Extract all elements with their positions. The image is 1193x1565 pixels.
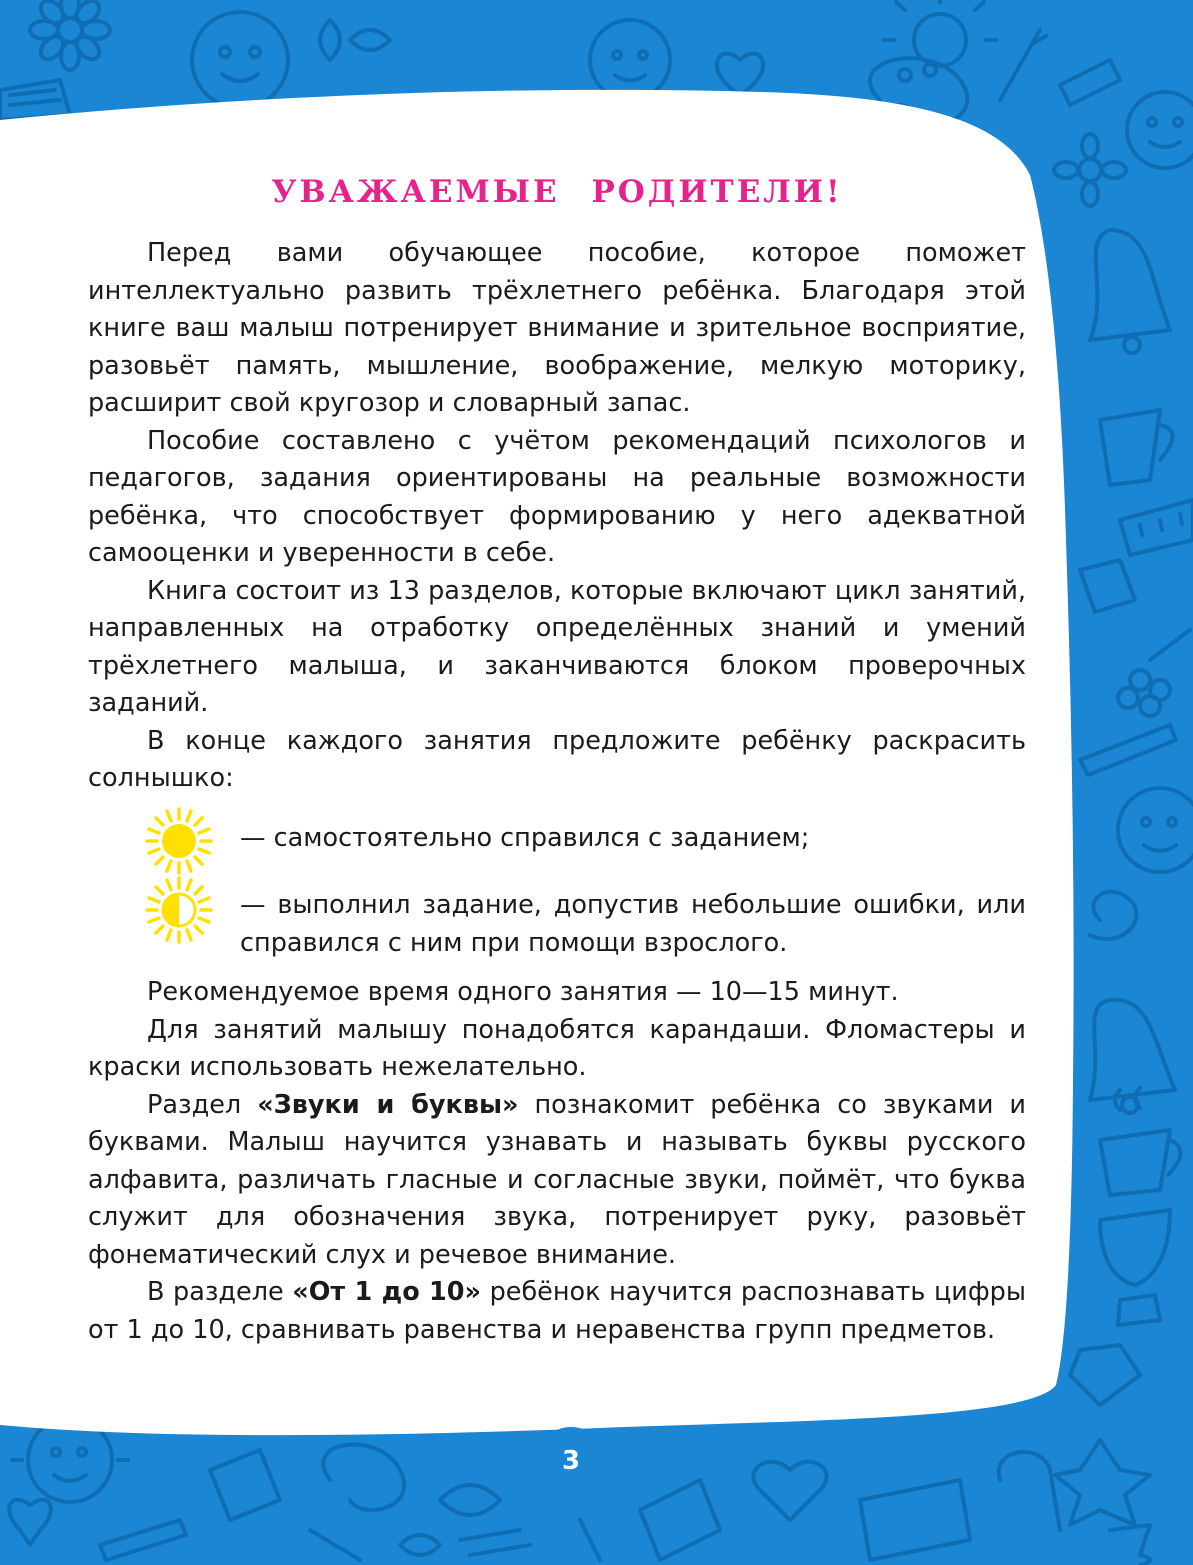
section-name-sounds-letters: «Звуки и буквы» xyxy=(257,1089,519,1120)
paragraph-sounds-letters-start: Раздел xyxy=(147,1089,258,1120)
paragraph-methodology: Пособие составлено с учётом рекомендаций психологов и педагогов, задания ориентированы на реальные возможности ребёнка, что способствует формированию у него адекватной самооценки и уверенности в себе. xyxy=(88,425,1026,568)
paragraph-sounds-letters xyxy=(88,1087,1026,1275)
paragraph-intro: Перед вами обучающее пособие, которое поможет интеллектуально развить трёхлетнего ребёнка. Благодаря этой книге ваш малыш потренирует внимание и зрительное восприятие, разовьёт память, мышление, воображение, мелкую моторику, расширит свой кругозор и словарный запас. xyxy=(88,238,1026,418)
paragraph-duration: Рекомендуемое время одного занятия — 10—15 минут. xyxy=(147,977,899,1007)
page-title: УВАЖАЕМЫЕ РОДИТЕЛИ! xyxy=(271,174,843,210)
legend-half-sun-text: — выполнил задание, допустив небольшие ошибки, или справился с ним при помощи взрослого. xyxy=(240,890,1026,958)
main-content xyxy=(88,168,1026,1349)
section-name-numbers: «От 1 до 10» xyxy=(292,1277,482,1307)
paragraph-numbers-start: В разделе xyxy=(147,1277,293,1307)
paragraph-sounds-letters-end: познакомит ребёнка со звуками и буквами. Малыш научится узнавать и называть буквы русского алфавита, различать гласные и согласные звуки, поймёт, что буква служит для обозначения звука, потренирует руку, разовьёт фонематический слух и речевое внимание. xyxy=(88,1089,1026,1270)
sun-half-icon xyxy=(144,875,214,945)
paragraph-sections: Книга состоит из 13 разделов, которые включают цикл занятий, направленных на отработку определённых знаний и умений трёхлетнего малыша, и заканчиваются блоком проверочных заданий. xyxy=(88,575,1026,718)
legend-half-sun xyxy=(88,887,1026,962)
page-number-badge: 3 xyxy=(537,1427,605,1495)
legend-full-sun xyxy=(88,820,1026,858)
paragraph-sun-instruction: В конце каждого занятия предложите ребёнку раскрасить солнышко: xyxy=(88,725,1026,793)
paragraph-numbers-end: ребёнок научится распознавать цифры от 1 до 10, сравнивать равенства и неравенства групп предметов. xyxy=(88,1277,1026,1345)
paragraph-numbers xyxy=(88,1274,1026,1349)
paragraph-materials: Для занятий малышу понадобятся карандаши. Фломастеры и краски использовать нежелательно. xyxy=(88,1014,1026,1082)
legend-full-sun-text: — самостоятельно справился с заданием; xyxy=(240,822,810,853)
sun-full-icon xyxy=(144,806,214,876)
